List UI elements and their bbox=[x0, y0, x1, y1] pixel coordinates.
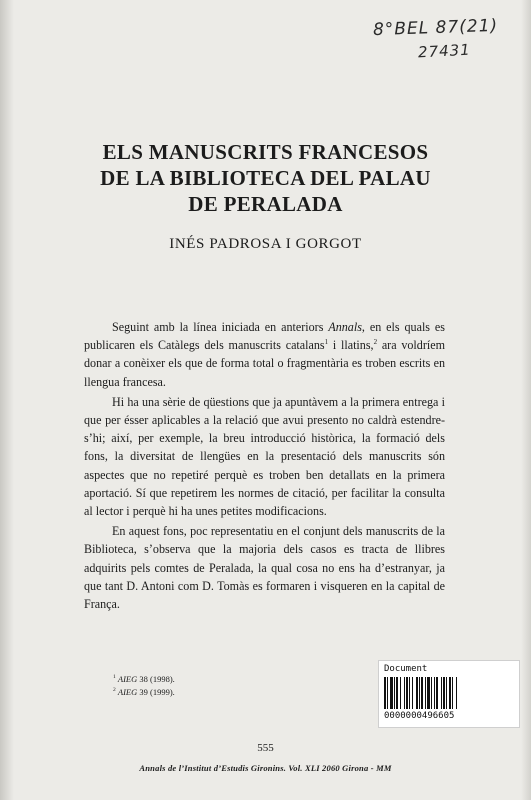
footnote-number: 2 bbox=[113, 686, 116, 693]
footnote-number: 1 bbox=[113, 674, 116, 680]
title-line: DE PERALADA bbox=[188, 192, 343, 216]
page-edge-shadow-left bbox=[0, 0, 14, 800]
title-line: ELS MANUSCRITS FRANCESOS bbox=[102, 140, 429, 164]
footnote-ref: 2 bbox=[373, 338, 378, 347]
journal-name: Annals bbox=[328, 320, 362, 334]
footnote-text: 38 (1998). bbox=[137, 673, 175, 684]
paragraph-text: , en els quals es publicaren els Catàlegs dels manuscrits catalans bbox=[84, 320, 445, 353]
running-footer: Annals de l’Institut d’Estudis Gironins. Vol. XLI 2060 Girona - MM bbox=[139, 763, 392, 773]
barcode-label-text: Document bbox=[384, 664, 428, 674]
paragraph-3: En aquest fons, poc representatiu en el conjunt dels manuscrits de la Biblioteca, s’observa que la majoria dels casos es tracta de llibres adquirits pels comtes de Peralada, la qual cosa no ens ha d’estranyar, ja que tant D. Antoni com D. Tomàs es formaren i visqueren en la capital de França. bbox=[84, 524, 445, 612]
footnote-journal: AIEG bbox=[117, 686, 138, 697]
paragraph-1 bbox=[84, 318, 445, 391]
footnote-journal: AIEG bbox=[117, 673, 138, 684]
barcode-icon bbox=[384, 677, 512, 709]
article-body bbox=[84, 318, 445, 615]
title-line: DE LA BIBLIOTECA DEL PALAU bbox=[100, 166, 431, 190]
article-title bbox=[40, 139, 491, 217]
footnote-text: 39 (1999). bbox=[137, 686, 175, 697]
footnotes bbox=[113, 672, 175, 698]
footnote bbox=[113, 685, 175, 698]
footnote-ref: 1 bbox=[324, 338, 329, 347]
handwritten-shelfmark: 8°BEL 87(21) bbox=[372, 15, 499, 41]
footnote bbox=[113, 672, 175, 685]
paragraph-2: Hi ha una sèrie de qüestions que ja apuntàvem a la primera entrega i que per ésser aplicables a la relació que avui presento no caldrà estendre-s’hi; així, per exemple, la breu introducció històrica, la formació dels fons, la diversitat de llengües en la presentació dels manuscrits són aspectes que no repetiré perquè es troben ben detallats en la primera aportació. Sí que repetirem les normes de citació, per facilitar la consulta al lector i perquè hi ha unes petites modificacions. bbox=[84, 394, 445, 519]
barcode-number: 0000000496605 bbox=[384, 711, 455, 721]
page-edge-shadow-right bbox=[521, 0, 531, 800]
paragraph-text: Seguint amb la línea iniciada en anteriors bbox=[112, 320, 329, 334]
handwritten-number: 27431 bbox=[417, 40, 472, 62]
barcode-sticker bbox=[378, 660, 520, 728]
paragraph-text: i llatins, bbox=[328, 338, 374, 353]
paragraph-text: ara voldríem donar a conèixer els que de forma total o fragmentària es troben escrits en llengua francesa. bbox=[84, 338, 445, 389]
page-number: 555 bbox=[257, 742, 274, 754]
article-author: INÉS PADROSA I GORGOT bbox=[169, 236, 362, 252]
